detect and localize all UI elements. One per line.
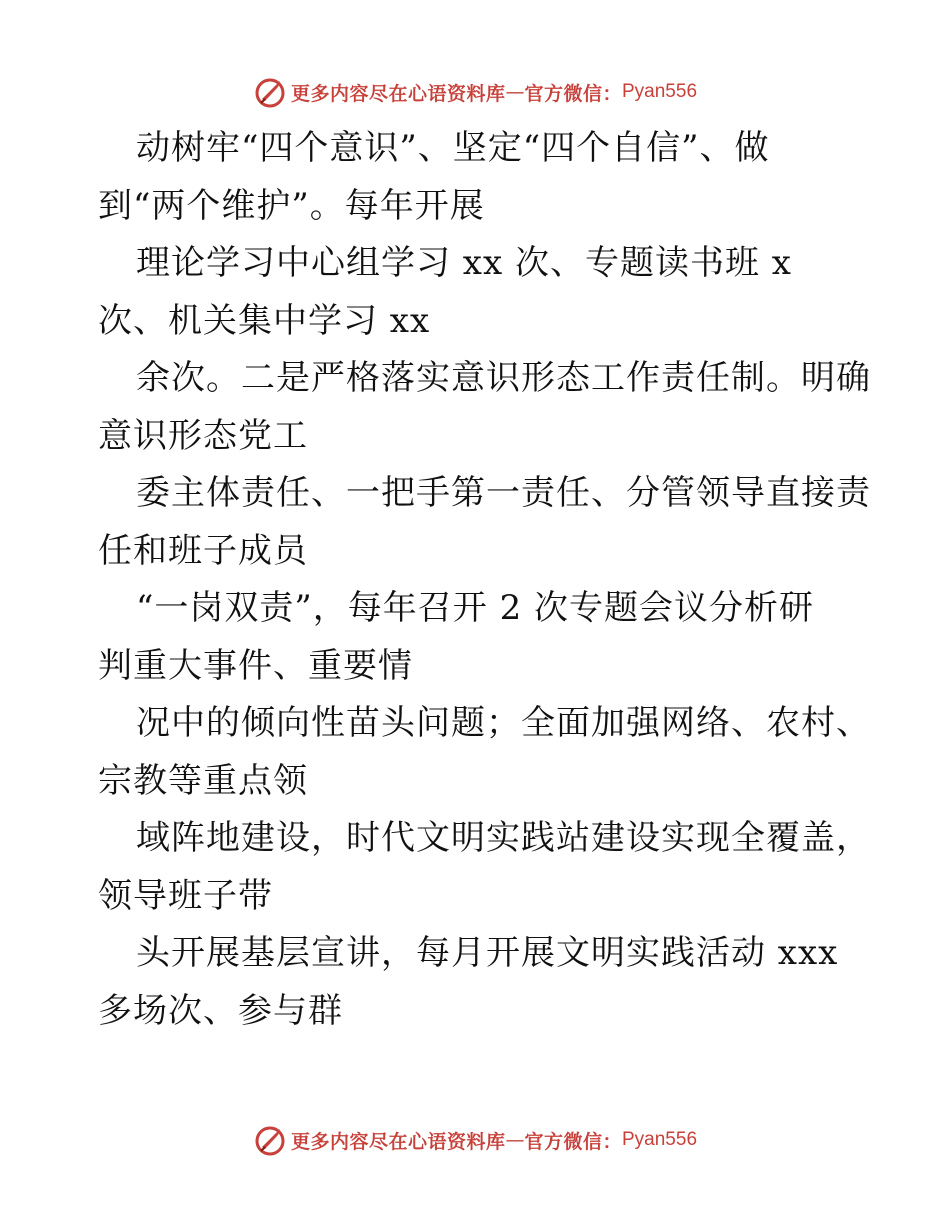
watermark-separator: — [505, 1129, 525, 1151]
watermark-suffix-text: 官方微信： [524, 82, 622, 105]
watermark-main-text: 更多内容尽在心语资料库 [290, 82, 506, 105]
document-line: 判重大事件、重要情 [98, 645, 413, 686]
watermark-account: Pyan556 [622, 81, 698, 102]
quill-pen-logo-icon [253, 1123, 287, 1157]
watermark-separator: — [505, 81, 525, 103]
document-body [98, 120, 871, 1040]
header-watermark [0, 72, 950, 112]
document-line: 意识形态党工 [98, 415, 308, 456]
document-line: 任和班子成员 [98, 530, 308, 571]
document-line: 领导班子带 [98, 875, 273, 916]
document-line: 况中的倾向性苗头问题；全面加强网络、农村、 [136, 703, 871, 743]
document-line: 多场次、参与群 [98, 990, 343, 1031]
watermark-main-text: 更多内容尽在心语资料库 [290, 1130, 506, 1153]
quill-pen-logo-icon [253, 75, 287, 109]
document-line: 委主体责任、一把手第一责任、分管领导直接责 [136, 473, 871, 513]
document-line: 域阵地建设，时代文明实践站建设实现全覆盖， [136, 818, 871, 858]
document-line: 余次。二是严格落实意识形态工作责任制。明确 [136, 358, 871, 398]
document-line: 到“两个维护”。每年开展 [98, 185, 485, 226]
watermark-suffix-text: 官方微信： [524, 1130, 622, 1153]
watermark-account: Pyan556 [622, 1129, 698, 1150]
document-line: 动树牢“四个意识”、坚定“四个自信”、做 [136, 128, 770, 168]
footer-watermark [0, 1120, 950, 1160]
document-line: 次、机关集中学习 xx [98, 300, 431, 341]
document-line: 头开展基层宣讲，每月开展文明实践活动 xxx [136, 933, 839, 973]
document-line: 宗教等重点领 [98, 760, 308, 801]
document-line: 理论学习中心组学习 xx 次、专题读书班 x [136, 243, 792, 283]
document-line: “一岗双责”，每年召开 2 次专题会议分析研 [136, 588, 815, 628]
